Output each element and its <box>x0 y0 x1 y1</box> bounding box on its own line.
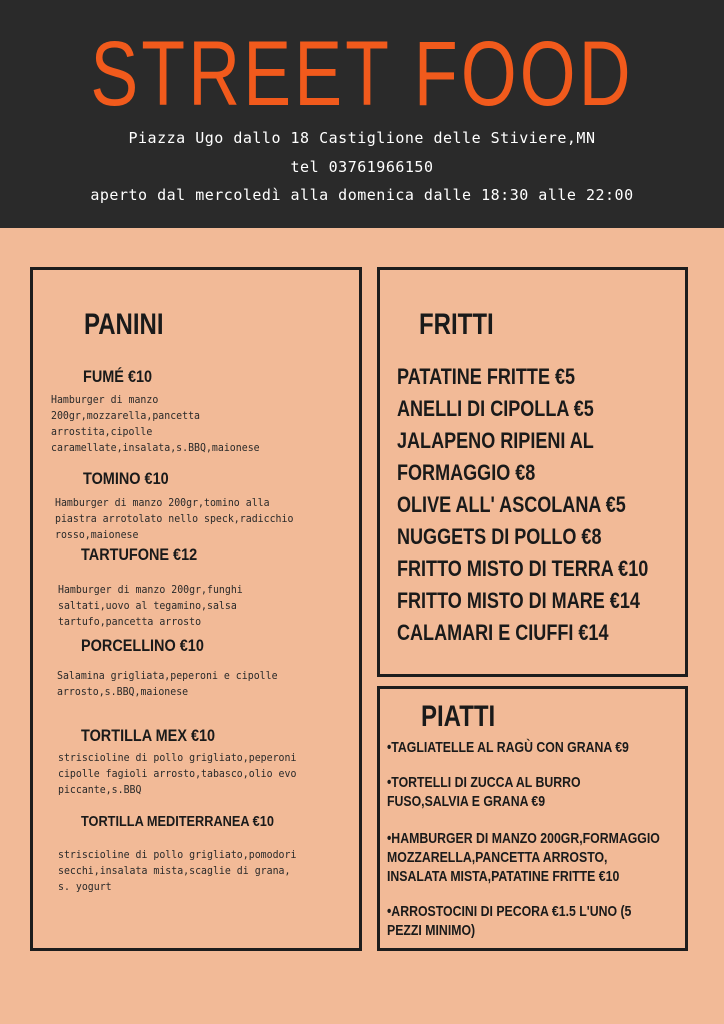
panini-item-description: arrosto,s.BBQ,maionese <box>57 685 189 698</box>
panini-item-description: caramellate,insalata,s.BBQ,maionese <box>51 441 260 454</box>
panini-item-name: TORTILLA MEDITERRANEA €10 <box>81 813 274 830</box>
panini-item-name: TORTILLA MEX €10 <box>81 726 216 745</box>
phone: tel 03761966150 <box>290 158 434 176</box>
fritti-item: NUGGETS DI POLLO €8 <box>397 524 602 549</box>
panini-item-description: secchi,insalata mista,scaglie di grana, <box>58 864 291 877</box>
panini-item-description: s. yogurt <box>58 880 112 893</box>
piatti-item: INSALATA MISTA,PATATINE FRITTE €10 <box>387 868 620 885</box>
panini-item-description: piccante,s.BBQ <box>58 783 142 796</box>
panini-item-description: Hamburger di manzo <box>51 393 159 406</box>
fritti-item: FRITTO MISTO DI MARE €14 <box>397 588 640 613</box>
fritti-item: FRITTO MISTO DI TERRA €10 <box>397 556 649 581</box>
address: Piazza Ugo dallo 18 Castiglione delle Stiviere,MN <box>128 129 596 147</box>
fritti-item: FORMAGGIO €8 <box>397 460 536 485</box>
piatti-item: •TORTELLI DI ZUCCA AL BURRO <box>387 774 581 791</box>
page-title: STREET FOOD <box>90 23 634 125</box>
panini-item-description: striscioline di pollo grigliato,pomodori <box>58 848 297 861</box>
fritti-item: JALAPENO RIPIENI AL <box>397 428 594 453</box>
opening-hours: aperto dal mercoledì alla domenica dalle 18:30 alle 22:00 <box>90 186 634 204</box>
panini-item-name: FUMÉ €10 <box>83 367 153 386</box>
fritti-item: PATATINE FRITTE €5 <box>397 364 576 389</box>
panini-item-description: arrostita,cipolle <box>51 425 153 438</box>
panini-item-description: piastra arrotolato nello speck,radicchio <box>55 512 294 525</box>
piatti-heading: PIATTI <box>421 700 496 733</box>
panini-item-description: saltati,uovo al tegamino,salsa <box>58 599 237 612</box>
piatti-item: PEZZI MINIMO) <box>387 922 476 939</box>
panini-heading: PANINI <box>84 308 164 341</box>
fritti-item: CALAMARI E CIUFFI €14 <box>397 620 609 645</box>
header <box>0 0 724 228</box>
panini-item-description: Hamburger di manzo 200gr,funghi <box>58 583 243 596</box>
piatti-item: •ARROSTOCINI DI PECORA €1.5 L'UNO (5 <box>387 903 632 920</box>
panini-item-description: Hamburger di manzo 200gr,tomino alla <box>55 496 270 509</box>
panini-item-name: PORCELLINO €10 <box>81 636 204 655</box>
panini-item-description: rosso,maionese <box>55 528 139 541</box>
panini-item-name: TARTUFONE €12 <box>81 545 198 564</box>
panini-item-description: 200gr,mozzarella,pancetta <box>51 409 201 422</box>
piatti-item: •HAMBURGER DI MANZO 200GR,FORMAGGIO <box>387 830 660 847</box>
piatti-item: •TAGLIATELLE AL RAGÙ CON GRANA €9 <box>387 739 629 756</box>
panini-item-description: striscioline di pollo grigliato,peperoni <box>58 751 297 764</box>
piatti-item: FUSO,SALVIA E GRANA €9 <box>387 793 546 810</box>
panini-item-description: tartufo,pancetta arrosto <box>58 615 202 628</box>
fritti-item: ANELLI DI CIPOLLA €5 <box>397 396 594 421</box>
fritti-heading: FRITTI <box>419 308 494 341</box>
fritti-item: OLIVE ALL' ASCOLANA €5 <box>397 492 626 517</box>
piatti-item: MOZZARELLA,PANCETTA ARROSTO, <box>387 849 608 866</box>
panini-item-description: cipolle fagioli arrosto,tabasco,olio evo <box>58 767 297 780</box>
panini-item-name: TOMINO €10 <box>83 469 169 488</box>
panini-item-description: Salamina grigliata,peperoni e cipolle <box>57 669 278 682</box>
